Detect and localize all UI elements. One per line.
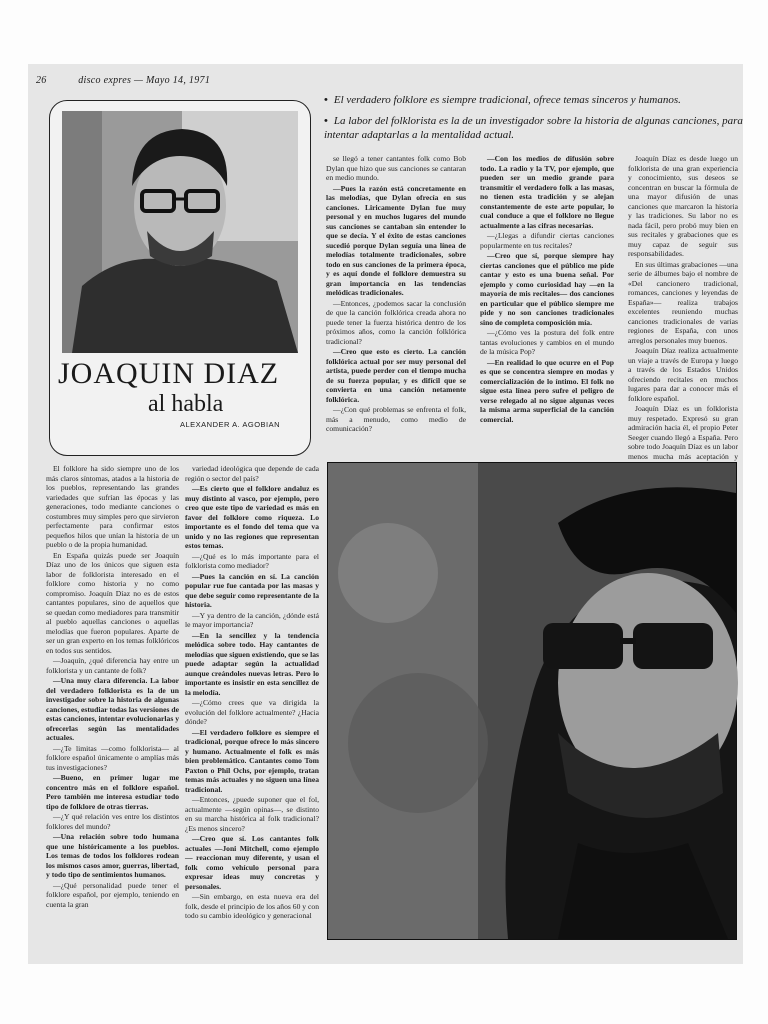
highlight-text: El verdadero folklore es siempre tradicional, ofrece temas sinceros y humanos. — [333, 94, 681, 106]
text-column-2 — [326, 154, 466, 454]
page-header — [36, 75, 210, 86]
page-number: 26 — [36, 75, 47, 86]
paragraph: —En la sencillez y la tendencia melódica sobre todo. Hay cantantes de melodías que siguen existiendo, que se las puede adaptar según la actualidad aunque creándoles nuevas letras. Pero lo importante es insistir en esta sencillez de la melodía. — [185, 630, 319, 697]
paragraph: —¿Qué es lo más importante para el folklorista como mediador? — [185, 551, 319, 570]
paragraph: —Bueno, en primer lugar me concentro más en el folklore español. Pero también me interesa estudiar todo tipo de folklore de otras tierras. — [46, 773, 179, 811]
paragraph: Joaquín Díaz es un folklorista muy respetado. Expresó su gran admiración hacia él, el propio Peter Seeger cuando llegó a España. Pero sobre todo Joaquín Díaz es un labor menos mucha más aceptación y — [628, 404, 738, 461]
paragraph: En sus últimas grabaciones —una serie de álbumes bajo el nombre de «Del cancionero tradicional, romances, canciones y leyendas de España»— realiza trabajos excelentes reuniendo muchas canciones tradicionales de varias regiones de España, con unos arreglos personales muy buenos. — [628, 259, 738, 345]
paragraph: —En realidad lo que ocurre en el Pop es que se concentra siempre en modas y comercialización de lo íntimo. El folk no sigue esta línea pero sufre el peligro de verse relegado al no sigue algunas veces la misma arma superficial de la canción comercial. — [480, 357, 614, 424]
paragraph: Joaquín Díaz es desde luego un folklorista de una gran experiencia y conocimiento, sus deseos se concentran en buscar la fórmula de una mayor difusión de unas canciones que marcaron la historia y las tradiciones. Su labor no es nada fácil, pero probó muy bien en sus recitales y grabaciones que es muy capaz de seguir sus responsabilidades. — [628, 154, 738, 258]
paragraph: —Joaquín, ¿qué diferencia hay entre un folklorista y un cantante de folk? — [46, 656, 179, 675]
paragraph: —Y ya dentro de la canción, ¿dónde está le mayor importancia? — [185, 610, 319, 629]
paragraph: —¿Con qué problemas se enfrenta el folk, más a menudo, como medio de comunicación? — [326, 405, 466, 433]
paragraph: —Pues la razón está concretamente en las melodías, que Dylan ofrecía en sus canciones. Liricamente Dylan fue muy personal y en muchos lugares del mundo sus canciones se cantaban sin entender lo que se decía. Y el éxito de estas canciones sucedió porque Dylan seguía una línea de melodías totalmente tradicionales, sobre todo en sus canciones de la primera época, y es aquí donde el folklore demuestra su gran importancia en las tendencias melódicas tradicionales. — [326, 183, 466, 297]
paragraph: —¿Cómo ves la postura del folk entre tantas evoluciones y cambios en el mundo de la música Pop? — [480, 328, 614, 356]
paragraph: —Con los medios de difusión sobre todo. La radio y la TV, por ejemplo, que pueden ser un medio grande para transmitir el verdadero folk a las masas, no tienen esta tradición y se alejan constantemente de este arte popular, lo cual conduce a que el folklore no llegue actualmente a las cifras necesarias. — [480, 154, 614, 230]
paragraph: El folklore ha sido siempre uno de los más claros síntomas, atados a la historia de los pueblos, representando las grandes variedades que sufrían las épocas y las generaciones, todo mediante canciones o costumbres muy simples pero que sirvieron perfectamente para confirmar estos pequeños hilos que unían la historia de un pueblo o de la propia humanidad. — [46, 464, 179, 549]
paragraph: —¿Cómo crees que va dirigida la evolución del folklore actualmente? ¿Hacia dónde? — [185, 698, 319, 726]
byline: ALEXANDER A. AGOBIAN — [180, 420, 281, 429]
publication-line: disco expres — Mayo 14, 1971 — [78, 75, 211, 86]
paragraph: —El verdadero folklore es siempre el tradicional, porque ofrece lo más sincero y humano. Actualmente el folk es más bien problemático. Cantantes como Tom Paxton o Phil Ochs, por ejemplo, tratan temas más actuales y no siguen una línea tradicional. — [185, 727, 319, 794]
paragraph: —¿Llegas a difundir ciertas canciones popularmente en tus recitales? — [480, 231, 614, 250]
article-subtitle: al habla — [148, 391, 224, 417]
paragraph: —Una relación sobre todo humana que une históricamente a los pueblos. Los temas de todos los folklores rodean los mismos casos amor, guerras, libertad, y todo tipo de sentimientos humanos. — [46, 832, 179, 879]
paragraph: —Creo que sí, porque siempre hay ciertas canciones que el público me pide cantar y esto es una buena señal. Por ejemplo y como curiosidad hay —en la mayoría de mis recitales— dos canciones en particular que el público siempre me pide y no son canciones tradicionales sino de completa composición mía. — [480, 251, 614, 327]
paragraph: —Creo que sí. Los cantantes folk actuales —Joni Mitchell, como ejemplo— reaccionan muy diferente, y usan el folk como vehículo personal para expresar ideas muy concretas y personales. — [185, 834, 319, 891]
paragraph: —Entonces, ¿podemos sacar la conclusión de que la canción folklórica creada ahora no puede tener la fuerza histórica dentro de los próximos años, como la canción folklórica tradicional? — [326, 298, 466, 346]
bullet-icon: • — [324, 115, 328, 127]
title-box — [49, 100, 311, 456]
paragraph: —Pues la canción en sí. La canción popular rue fue cantada por las masas y que debe seguir como representante de la historia. — [185, 571, 319, 609]
paragraph: —Entonces, ¿puede suponer que el fol, actualmente —según opinas—, se distinto en su marcha histórica al folk tradicional? ¿Es menos sincero? — [185, 795, 319, 833]
text-column-4 — [628, 154, 738, 461]
text-column-1 — [46, 464, 179, 942]
text-column-3 — [480, 154, 614, 454]
highlight-2 — [324, 114, 744, 142]
text-column-5 — [185, 464, 319, 942]
magazine-page — [28, 64, 743, 964]
closeup-photo-art — [328, 463, 736, 939]
portrait-photo — [62, 111, 298, 353]
paragraph: —Creo que esto es cierto. La canción folklórica actual por ser muy personal del artista, puede perder con el tiempo mucha de su fuerza popular, y es difícil que se convierta en una canción netamente folklórica. — [326, 347, 466, 404]
paragraph: —Una muy clara diferencia. La labor del verdadero folklorista es la de un investigador sobre la historia de algunas canciones, estudiar todas las versiones de estas canciones, intentar evolucionarlas y ofrecerlas según las mentalidades actuales. — [46, 676, 179, 742]
paragraph: Joaquín Díaz realiza actualmente un viaje a través de Europa y luego a través de los Estados Unidos ofreciendo recitales en muchos lugares para dar a conocer más el folklore español. — [628, 346, 738, 403]
paragraph: —¿Qué personalidad puede tener el folklore español, por ejemplo, teniendo en cuenta la gran — [46, 880, 179, 909]
paragraph: En España quizás puede ser Joaquín Díaz uno de los únicos que siguen esta labor de folklorista interesado en el folklore como historia y no como compromiso. Joaquín Díaz no es de estos cantantes populares, sino de aquellos que se quedan como mediadores para transmitir al pueblo aquellas canciones o aquellas melodías que fueron populares. Aparte de ser un gran experto en los temas folklóricos en todos sus sentidos. — [46, 550, 179, 655]
paragraph: —Es cierto que el folklore andaluz es muy distinto al vasco, por ejemplo, pero creo que este tipo de variedad es más en favor del folklore como riqueza. Lo importante es el fondo del tema que va unido y no las regiones que representan estos temas. — [185, 484, 319, 550]
paragraph: se llegó a tener cantantes folk como Bob Dylan que hizo que sus canciones se cantaran en medio mundo. — [326, 154, 466, 182]
paragraph: —Sin embargo, en esta nueva era del folk, desde el principio de los años 60 y con todo su cambio ideológico y generacional — [185, 892, 319, 920]
highlight-1 — [324, 93, 744, 107]
article-title: JOAQUIN DIAZ — [58, 357, 280, 390]
paragraph: variedad ideológica que depende de cada región o sector del país? — [185, 464, 319, 483]
portrait-photo-art — [62, 111, 298, 353]
highlight-text: La labor del folklorista es la de un investigador sobre la historia de algunas canciones, para intentar adaptarlas a la mentalidad actual. — [324, 115, 743, 141]
paragraph: —¿Y qué relación ves entre los distintos folklores del mundo? — [46, 812, 179, 831]
bullet-icon: • — [324, 94, 328, 106]
closeup-photo — [327, 462, 737, 940]
paragraph: —¿Te limitas —como folklorista— al folklore español únicamente o amplías más tus investigaciones? — [46, 743, 179, 772]
